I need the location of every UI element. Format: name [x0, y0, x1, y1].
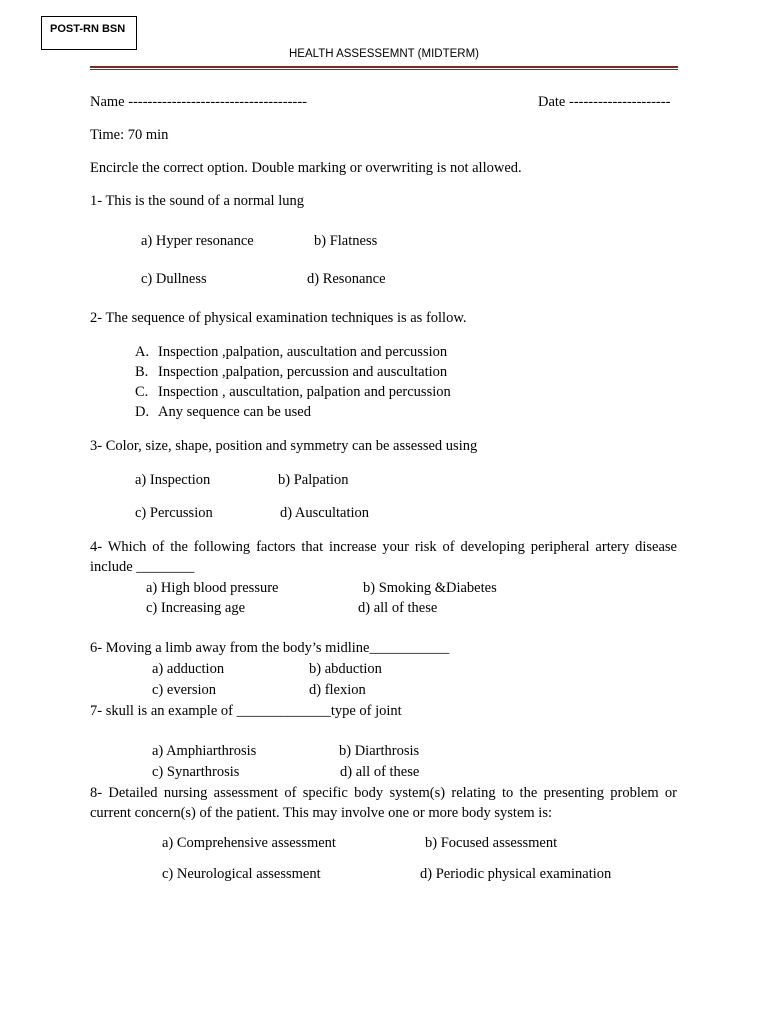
q2-option-b: Inspection ,palpation, percussion and auscultation — [158, 364, 448, 380]
q4-option-a: a) High blood pressure — [146, 580, 279, 596]
q3-option-b: b) Palpation — [278, 472, 349, 488]
question-8: 8- Detailed nursing assessment of specific body system(s) relating to the presenting problem or current concern(s) of the patient. This may involve one or more body system is: — [90, 785, 677, 821]
q6-option-b: b) abduction — [309, 661, 382, 677]
question-1: 1- This is the sound of a normal lung — [90, 193, 304, 209]
date-field: Date --------------------- — [538, 94, 671, 110]
question-7: 7- skull is an example of _____________type of joint — [90, 703, 402, 719]
q1-option-b: b) Flatness — [314, 233, 378, 249]
q2-option-c: Inspection , auscultation, palpation and percussion — [158, 384, 451, 400]
page-title: HEALTH ASSESSEMNT (MIDTERM) — [289, 48, 479, 60]
header-rule-thin — [90, 69, 678, 70]
q3-option-d: d) Auscultation — [280, 505, 370, 521]
time-limit: Time: 70 min — [90, 127, 169, 143]
q7-option-d: d) all of these — [340, 764, 420, 780]
program-tag: POST-RN BSN — [41, 16, 137, 50]
q1-option-d: d) Resonance — [307, 271, 386, 287]
q4-option-d: d) all of these — [358, 600, 438, 616]
q2-option-b-letter: B. — [135, 364, 149, 380]
q6-option-c: c) eversion — [152, 682, 217, 698]
q7-option-c: c) Synarthrosis — [152, 764, 240, 780]
q8-option-c: c) Neurological assessment — [162, 866, 321, 882]
q2-option-d-letter: D. — [135, 404, 150, 420]
q8-option-d: d) Periodic physical examination — [420, 866, 612, 882]
q3-option-c: c) Percussion — [135, 505, 213, 521]
question-3: 3- Color, size, shape, position and symmetry can be assessed using — [90, 438, 478, 454]
q6-option-d: d) flexion — [309, 682, 366, 698]
q2-option-c-letter: C. — [135, 384, 149, 400]
question-2: 2- The sequence of physical examination techniques is as follow. — [90, 310, 467, 326]
q7-option-a: a) Amphiarthrosis — [152, 743, 257, 759]
question-4: 4- Which of the following factors that increase your risk of developing peripheral artery disease include ________ — [90, 539, 677, 575]
q8-option-b: b) Focused assessment — [425, 835, 558, 851]
q2-option-a: Inspection ,palpation, auscultation and percussion — [158, 344, 448, 360]
q3-option-a: a) Inspection — [135, 472, 211, 488]
q1-option-a: a) Hyper resonance — [141, 233, 254, 249]
instructions: Encircle the correct option. Double marking or overwriting is not allowed. — [90, 160, 522, 176]
q2-option-a-letter: A. — [135, 344, 150, 360]
q6-option-a: a) adduction — [152, 661, 225, 677]
header-rule-thick — [90, 66, 678, 68]
q2-option-d: Any sequence can be used — [158, 404, 311, 420]
name-field: Name ------------------------------------- — [90, 94, 307, 110]
q1-option-c: c) Dullness — [141, 271, 207, 287]
q7-option-b: b) Diarthrosis — [339, 743, 420, 759]
q4-option-c: c) Increasing age — [146, 600, 246, 616]
q8-option-a: a) Comprehensive assessment — [162, 835, 336, 851]
question-6: 6- Moving a limb away from the body’s midline___________ — [90, 640, 450, 656]
q4-option-b: b) Smoking &Diabetes — [363, 580, 497, 596]
